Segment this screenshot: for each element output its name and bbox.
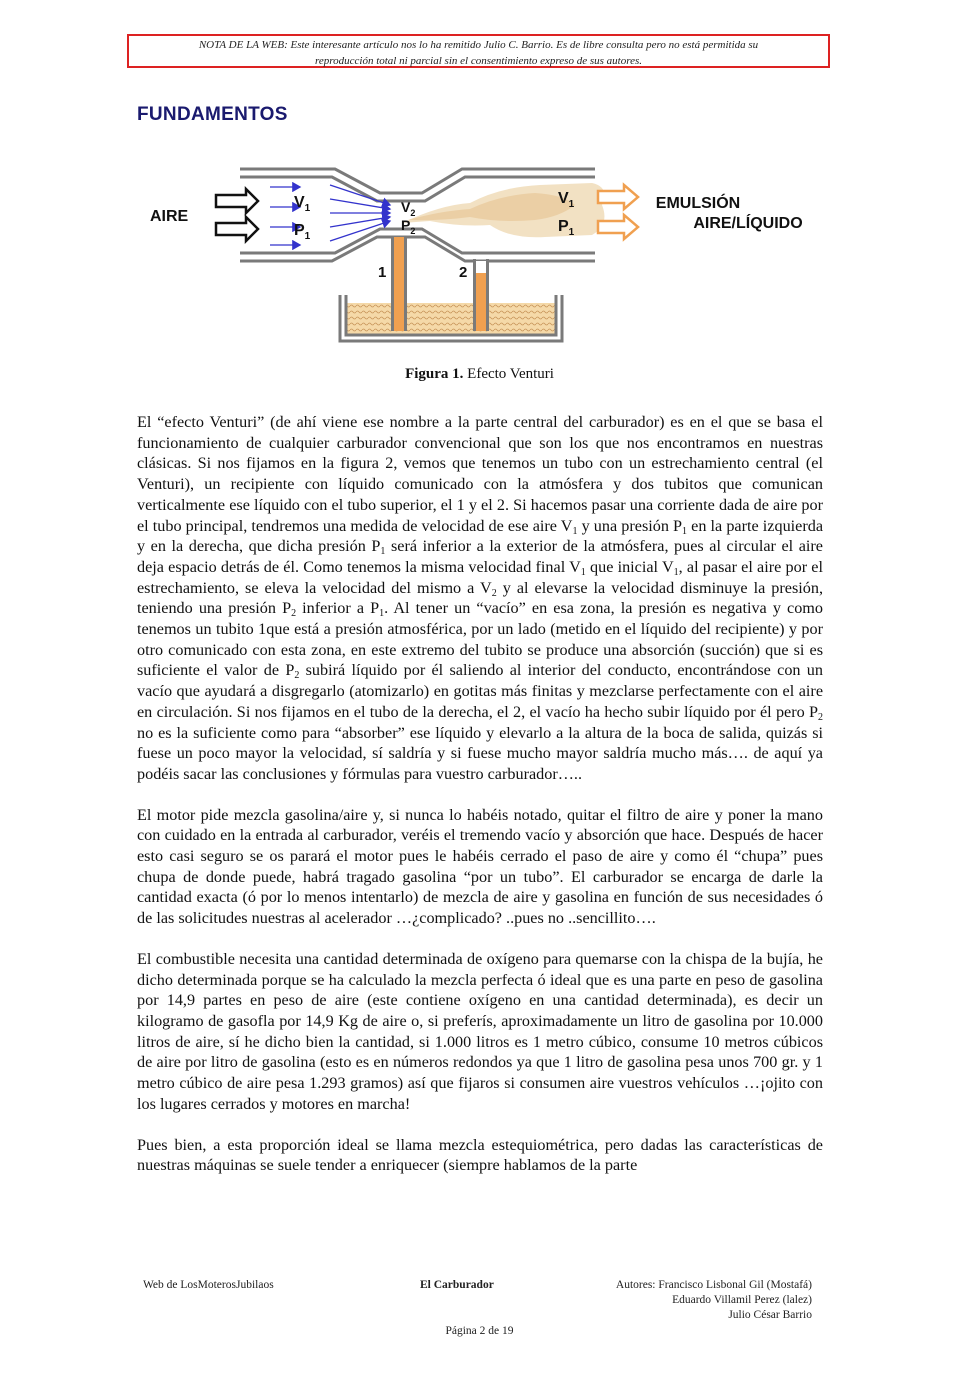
page-number: Página 2 de 19 <box>445 1325 514 1337</box>
caption-text: Efecto Venturi <box>463 366 554 382</box>
notice-line-1: NOTA DE LA WEB: Este interesante artículo nos lo ha remitido Julio C. Barrio. Es de libre consulta pero no está permitida su <box>198 39 759 51</box>
text-run: y una presión P <box>577 516 683 535</box>
notice-line-2: reproducción total ni parcial sin el consentimiento expreso de sus autores. <box>315 55 642 67</box>
footer-author-3: Julio César Barrio <box>728 1309 812 1321</box>
subscript: 2 <box>491 587 497 599</box>
subscript: 1 <box>572 525 578 537</box>
footer-author-2: Eduardo Villamil Perez (lalez) <box>672 1294 812 1306</box>
label-tube-1: 1 <box>378 264 387 281</box>
label-tube-2: 2 <box>459 264 468 281</box>
paragraph-4 <box>137 1135 823 1176</box>
text-run: subirá líquido por él saliendo al interior del conducto, encontrándose con un vacío que ayudará a disgregarlo (atomizarlo) en gotitas más finitas y mezclarse perfectamente con el aire en circulación. Si nos fijamos en el tubo de la derecha, el 2, el vacío ha hecho subir líquido por él pero P <box>137 661 823 721</box>
figure-caption <box>0 366 959 383</box>
section-title: FUNDAMENTOS <box>137 104 288 125</box>
liquid-reservoir <box>340 295 562 341</box>
copyright-notice <box>127 34 830 68</box>
venturi-diagram <box>140 165 830 350</box>
subscript: 2 <box>294 670 300 682</box>
text-run: y al elevarse la velocidad disminuye la presión, teniendo una presión P <box>137 578 823 618</box>
label-aire: AIRE <box>150 208 189 225</box>
label-emulsion-2: AIRE/LÍQUIDO <box>693 215 803 232</box>
text-run: . Al tener un “vacío” en esa zona, la presión es negativa y como tenemos un tubito 1que está a presión atmosférica, por un lado (metido en el líquido del recipiente) y por otro comunicado con esta zona, en este extremo del tubito se produce una absorción (succión) que si es suficiente el valor de P <box>137 599 823 680</box>
text-run: El “efecto Venturi” (de ahí viene ese nombre a la parte central del carburador) es en el que se basa el funcionamiento de cualquier carburador convencional que son los que nos encontramos en nuestras clásicas. Si nos fijamos en la figura 2, vemos que tenemos un tubo con un estrechamiento central (el Venturi), un recipiente con líquido comunicado con la atmósfera y dos tubitos que comunican verticalmente ese líquido con el tubo superior, el 1 y el 2. Si hacemos pasar una corriente dada de aire por el tubo principal, tendremos una medida de velocidad de ese aire V <box>137 413 823 535</box>
svg-text:V1: $V_1$ <box>558 190 575 210</box>
svg-text:P1: $P_1$ <box>558 218 575 238</box>
subscript: 2 <box>818 711 823 723</box>
text-run: inferior a P <box>296 599 380 618</box>
airflow-lines <box>270 185 390 245</box>
text-run: El motor pide mezcla gasolina/aire y, si nunca lo habéis notado, quitar el filtro de aire y poner la mano con cuidado en la entrada al carburador, veréis el tremendo vacío y absorción que hace. Después de hacer esto casi seguro se os parará el motor pues le habéis cerrado el paso de aire y como él “chupa” pues chupa de donde puede, habrá tragado gasolina “por un tubo”. El carburador se encarga de darle la cantidad exacta (ó por lo menos intentarlo) de mezcla de aire y gasolina en función de sus necesidades ó de las solicitudes nuestras al acelerador …¿complicado? ..pues no ..sencillito…. <box>137 805 823 928</box>
paragraph-2 <box>137 805 823 929</box>
svg-text:P1: $P_1$ <box>294 222 311 242</box>
text-run: Pues bien, a esta proporción ideal se llama mezcla estequiométrica, pero dadas las características de nuestras máquinas se suele tender a enriquecer (siempre hablamos de la parte <box>137 1135 823 1175</box>
footer-doc-title: El Carburador <box>420 1279 494 1291</box>
caption-label: Figura 1. <box>405 366 464 382</box>
footer-author-1: Autores: Francisco Lisbonal Gil (Mostafá) <box>615 1279 812 1291</box>
text-run: El combustible necesita una cantidad determinada de oxígeno para quemarse con la chispa de la bujía, he dicho determinada porque se ha calculado la mezcla perfecta ó ideal que es una parte en peso de gasolina por 14,9 partes en peso de aire (este contiene oxígeno en una cantidad determinada), es decir un kilogramo de gasofla por 14,9 Kg de aire o, si preferís, aproximadamente un litro de gasolina por 10.000 litros de aire, sí he dicho bien la cantidad, si 1.000 litros es 1 metro cúbico, consume 10 metros cúbicos de aire por litro de gasolina (esto es en números redondos ya que 1 litro de gasolina pesa unos 700 gr. y 1 metro cúbico de aire pesa 1.293 gramos) así que fijaros si consumen aire vuestros vehículos …¡ojito con los lugares cerrados y motores en marcha! <box>137 949 823 1113</box>
subscript: 1 <box>379 608 385 620</box>
text-run: no es la suficiente como para “absorber” ese líquido y elevarlo a la altura de la boca de salida, quizás si fuese un poco mayor la velocidad, sí saldría y si fuese mucho mayor saldría mucho más…. de aquí ya podéis sacar las conclusiones y fórmulas para vuestro carburador….. <box>137 723 823 783</box>
paragraph-3 <box>137 949 823 1115</box>
subscript: 1 <box>682 525 688 537</box>
air-input-arrows <box>216 189 258 241</box>
text-run: será inferior a la exterior de la atmósfera, pues al circular el aire deja espacio detrás de él. Como tenemos la misma velocidad final V <box>137 537 823 576</box>
svg-text:V1: $V_1$ <box>294 194 311 214</box>
text-run: , al pasar el aire por el estrechamiento, se eleva la velocidad del mismo a V <box>137 557 823 597</box>
text-run: en la parte izquierda y en la derecha, que dicha presión P <box>137 516 824 556</box>
label-emulsion-1: EMULSIÓN <box>655 195 741 212</box>
subscript: 1 <box>580 566 586 578</box>
subscript: 1 <box>673 566 679 578</box>
footer-site: Web de LosMoterosJubilaos <box>143 1279 274 1291</box>
text-run: que inicial V <box>585 557 674 576</box>
tube-2 <box>473 259 489 331</box>
subscript: 2 <box>291 608 297 620</box>
article-body <box>137 412 823 1196</box>
tube-1 <box>391 237 407 331</box>
label-p1-left <box>294 222 311 242</box>
subscript: 1 <box>380 546 386 558</box>
svg-text:V2: $V_2$ <box>401 199 416 218</box>
svg-text:P2: $P_2$ <box>401 217 416 236</box>
footer-authors <box>590 1278 812 1323</box>
label-v1-left <box>294 194 311 214</box>
paragraph-1 <box>137 412 823 785</box>
